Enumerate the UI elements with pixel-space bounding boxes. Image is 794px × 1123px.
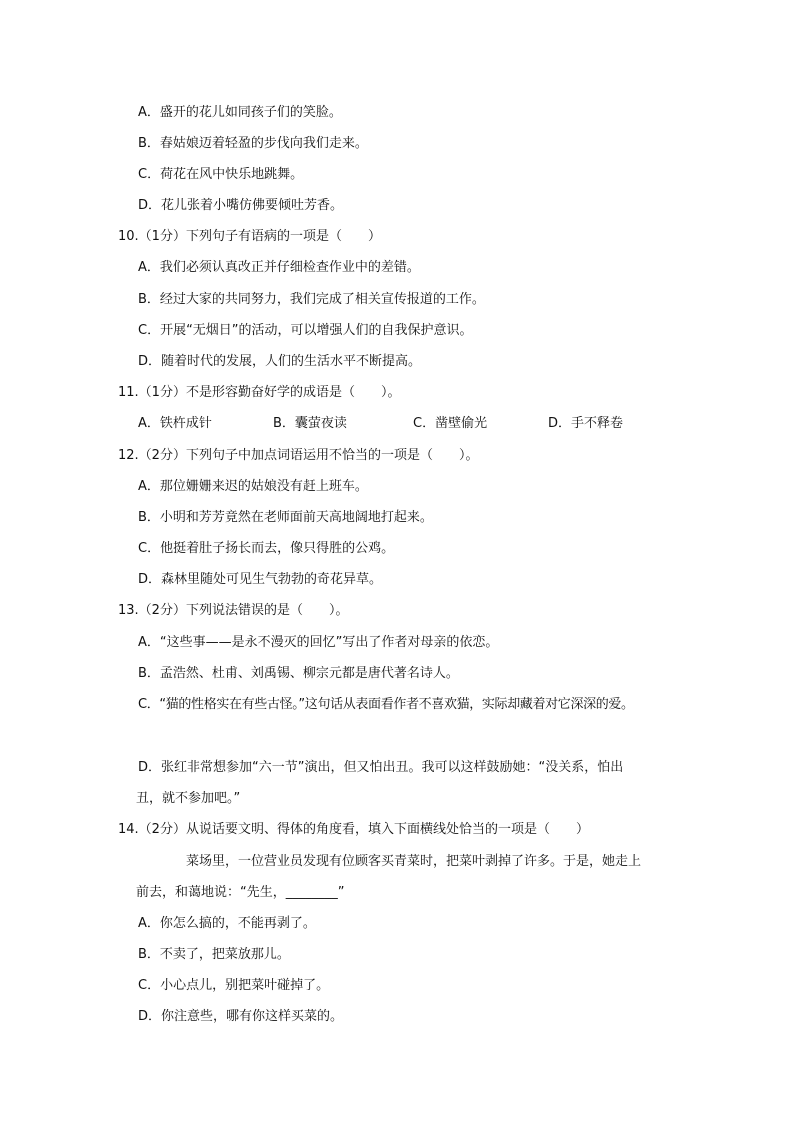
q14-option-b: B．不卖了，把菜放那儿。 [138, 947, 290, 962]
q14-passage-line2: 前去，和蔼地说：“先生，________” [136, 885, 345, 900]
q9-option-c: C．荷花在风中快乐地跳舞。 [138, 167, 304, 182]
q10-option-d: D．随着时代的发展，人们的生活水平不断提高。 [138, 354, 422, 369]
q12-option-b: B．小明和芳芳竟然在老师面前天高地阔地打起来。 [138, 510, 433, 525]
q11-option-d: D．手不释卷 [548, 416, 624, 431]
q13-option-a: A．“这些事——是永不漫灭的回忆”写出了作者对母亲的依恋。 [138, 635, 499, 650]
q13-option-d-line1: D．张红非常想参加“六一节”演出，但又怕出丑。我可以这样鼓励她：“没关系，怕出 [138, 760, 624, 775]
q13-option-b: B．孟浩然、杜甫、刘禹锡、柳宗元都是唐代著名诗人。 [138, 666, 459, 681]
q10-option-c: C．开展“无烟日”的活动，可以增强人们的自我保护意识。 [138, 323, 473, 338]
q13-stem: 13.（2分）下列说法错误的是（ ）。 [118, 603, 349, 618]
q12-option-a: A．那位姗姗来迟的姑娘没有赶上班车。 [138, 479, 368, 494]
q13-option-c: C．“猫的性格实在有些古怪。”这句话从表面看作者不喜欢猫，实际却藏着对它深深的爱。 [138, 697, 634, 712]
q10-option-a: A．我们必须认真改正并仔细检查作业中的差错。 [138, 260, 420, 275]
q9-option-d: D．花儿张着小嘴仿佛要倾吐芳香。 [138, 198, 344, 213]
q14-option-c: C．小心点儿，别把菜叶碰掉了。 [138, 978, 330, 993]
q11-option-c: C．凿壁偷光 [413, 416, 488, 431]
q14-option-a: A．你怎么搞的，不能再剥了。 [138, 916, 316, 931]
q12-option-c: C．他挺着肚子扬长而去，像只得胜的公鸡。 [138, 541, 395, 556]
q11-option-b: B．囊萤夜读 [273, 416, 347, 431]
q12-stem: 12.（2分）下列句子中加点词语运用不恰当的一项是（ ）。 [118, 448, 479, 463]
q9-option-a: A．盛开的花儿如同孩子们的笑脸。 [138, 105, 342, 120]
q14-passage-line1: 菜场里，一位营业员发现有位顾客买青菜时，把菜叶剥掉了许多。于是，她走上 [186, 854, 642, 869]
q9-option-b: B．春姑娘迈着轻盈的步伐向我们走来。 [138, 136, 368, 151]
q14-option-d: D．你注意些，哪有你这样买菜的。 [138, 1009, 344, 1024]
q13-option-d-line2: 丑，就不参加吧。” [136, 791, 241, 806]
q11-stem: 11.（1分）不是形容勤奋好学的成语是（ ）。 [118, 385, 401, 400]
q12-option-d: D．森林里随处可见生气勃勃的奇花异草。 [138, 572, 383, 587]
q10-stem: 10.（1分）下列句子有语病的一项是（ ） [118, 229, 381, 244]
q14-stem: 14.（2分）从说话要文明、得体的角度看，填入下面横线处恰当的一项是（ ） [118, 822, 589, 837]
q10-option-b: B．经过大家的共同努力，我们完成了相关宣传报道的工作。 [138, 292, 485, 307]
q11-option-a: A．铁杵成针 [138, 416, 212, 431]
